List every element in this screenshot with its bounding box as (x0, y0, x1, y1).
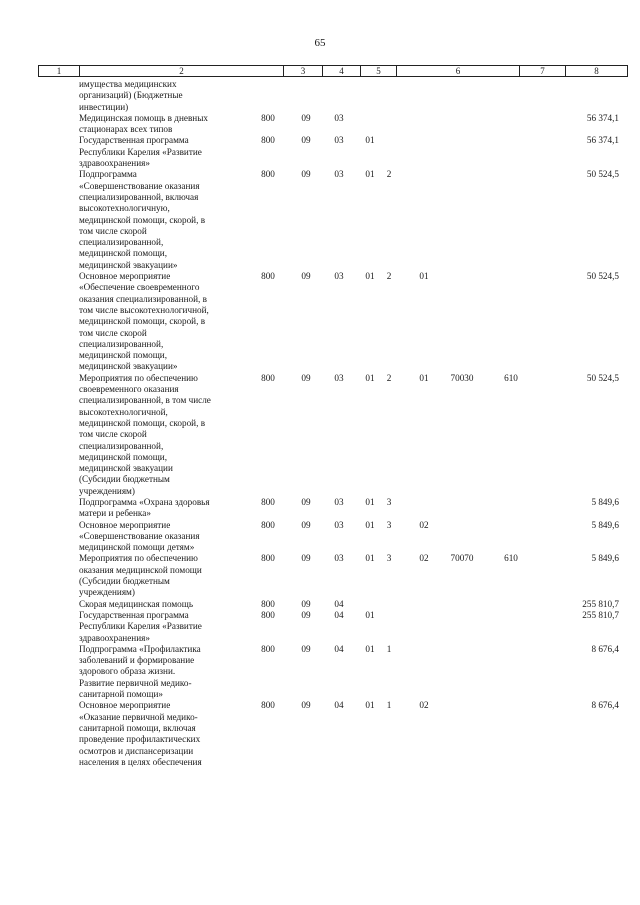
cell-c6b: 2 (386, 169, 392, 180)
row-name: Подпрограмма «Охрана здоровья матери и ребенка» (79, 496, 210, 519)
cell-c8: 56 374,1 (586, 135, 619, 146)
row-name: Медицинская помощь в дневных стационарах всех типов (79, 112, 208, 135)
cell-c8: 5 849,6 (591, 496, 619, 507)
table-row (0, 113, 640, 136)
cell-c6a: 01 (365, 609, 375, 620)
cell-c6a: 01 (365, 519, 375, 530)
cell-c6a: 01 (365, 372, 375, 383)
cell-c4: 09 (301, 135, 311, 146)
cell-c7: 610 (504, 553, 518, 564)
column-header-6: 6 (397, 66, 520, 76)
cell-c5: 03 (334, 271, 344, 282)
cell-c5: 03 (334, 372, 344, 383)
row-name: Основное мероприятие «Оказание первичной медико- санитарной помощи, включая проведение профилактических осмотров и диспансеризации населения в целях обеспечения (79, 700, 202, 767)
cell-c4: 09 (301, 643, 311, 654)
cell-c6a: 01 (365, 553, 375, 564)
column-header-8: 8 (594, 66, 599, 76)
cell-c5: 03 (334, 496, 344, 507)
cell-c6a: 01 (365, 271, 375, 282)
table-row (0, 610, 640, 644)
cell-c5: 04 (334, 643, 344, 654)
cell-c8: 8 676,4 (591, 700, 619, 711)
table-row (0, 700, 640, 768)
row-name: Мероприятия по обеспечению оказания медицинской помощи (Субсидии бюджетным учреждениям) (79, 553, 202, 598)
cell-c5: 03 (334, 112, 344, 123)
cell-c3: 800 (261, 553, 275, 564)
cell-c4: 09 (301, 519, 311, 530)
cell-c3: 800 (261, 372, 275, 383)
column-header-2: 2 (80, 66, 284, 76)
cell-c8: 5 849,6 (591, 519, 619, 530)
table-row (0, 599, 640, 610)
table-row (0, 644, 640, 700)
cell-c3: 800 (261, 598, 275, 609)
table-row (0, 520, 640, 554)
cell-c3: 800 (261, 169, 275, 180)
cell-c7: 610 (504, 372, 518, 383)
row-name: Подпрограмма «Профилактика заболеваний и формирование здорового образа жизни. Развитие первичной медико- санитарной помощи» (79, 643, 201, 700)
row-name: Государственная программа Республики Карелия «Развитие здравоохранения» (79, 135, 202, 169)
row-name: Государственная программа Республики Карелия «Развитие здравоохранения» (79, 609, 202, 643)
cell-c4: 09 (301, 169, 311, 180)
row-name: Основное мероприятие «Обеспечение своевременного оказания специализированной, в том числе высокотехнологичной, медицинской помощи, скорой, в том числе скорой специализированной, медицинской помощи, медицинской эвакуации» (79, 271, 209, 372)
cell-c5: 04 (334, 598, 344, 609)
row-name: Основное мероприятие «Совершенствование оказания медицинской помощи детям» (79, 519, 200, 553)
cell-c6a: 01 (365, 700, 375, 711)
column-header-1: 1 (39, 66, 80, 76)
cell-c6c: 02 (419, 553, 429, 564)
cell-c4: 09 (301, 700, 311, 711)
cell-c8: 5 849,6 (591, 553, 619, 564)
cell-c4: 09 (301, 496, 311, 507)
cell-c6d: 70070 (450, 553, 474, 564)
cell-c3: 800 (261, 271, 275, 282)
cell-c8: 50 524,5 (586, 169, 619, 180)
cell-c8: 255 810,7 (582, 609, 619, 620)
cell-c6a: 01 (365, 135, 375, 146)
cell-c4: 09 (301, 598, 311, 609)
column-header-5: 5 (361, 66, 397, 76)
table-row (0, 271, 640, 373)
page-number: 65 (314, 37, 326, 49)
table-row (0, 553, 640, 598)
cell-c6d: 70030 (450, 372, 474, 383)
cell-c6a: 01 (365, 169, 375, 180)
cell-c3: 800 (261, 609, 275, 620)
cell-c5: 03 (334, 553, 344, 564)
cell-c8: 50 524,5 (586, 271, 619, 282)
table-row (0, 169, 640, 271)
cell-c6b: 2 (386, 271, 392, 282)
cell-c5: 04 (334, 700, 344, 711)
cell-c6b: 1 (386, 643, 392, 654)
cell-c8: 50 524,5 (586, 372, 619, 383)
table-row (0, 373, 640, 497)
cell-c6b: 2 (386, 372, 392, 383)
cell-c6a: 01 (365, 496, 375, 507)
cell-c8: 8 676,4 (591, 643, 619, 654)
cell-c4: 09 (301, 112, 311, 123)
row-name: Мероприятия по обеспечению своевременного оказания специализированной, в том числе высокотехнологичной, медицинской помощи, скорой, в том числе скорой специализированной, медицинской помощи, медицинской эвакуации (Субсидии бюджетным учреждениям) (79, 372, 211, 496)
cell-c5: 03 (334, 135, 344, 146)
cell-c6c: 02 (419, 700, 429, 711)
cell-c5: 04 (334, 609, 344, 620)
column-header-3: 3 (284, 66, 323, 76)
cell-c3: 800 (261, 496, 275, 507)
cell-c6b: 3 (386, 553, 392, 564)
cell-c5: 03 (334, 169, 344, 180)
row-name: имущества медицинских организаций) (Бюджетные инвестиции) (79, 79, 183, 112)
cell-c6c: 02 (419, 519, 429, 530)
cell-c4: 09 (301, 553, 311, 564)
cell-c3: 800 (261, 135, 275, 146)
cell-c8: 56 374,1 (586, 112, 619, 123)
cell-c6a: 01 (365, 643, 375, 654)
cell-c6b: 3 (386, 519, 392, 530)
cell-c3: 800 (261, 700, 275, 711)
table-row (0, 79, 640, 113)
table-header-row (38, 65, 628, 77)
cell-c4: 09 (301, 271, 311, 282)
column-header-4: 4 (323, 66, 361, 76)
cell-c6b: 1 (386, 700, 392, 711)
table-row (0, 135, 640, 169)
cell-c6c: 01 (419, 372, 429, 383)
cell-c6b: 3 (386, 496, 392, 507)
row-name: Подпрограмма «Совершенствование оказания специализированной, включая высокотехнологичную, медицинской помощи, скорой, в том числе скорой специализированной, медицинской помощи, медицинской эвакуации» (79, 169, 206, 270)
cell-c4: 09 (301, 372, 311, 383)
column-header-7: 7 (520, 66, 566, 76)
table-body (0, 79, 640, 768)
cell-c8: 255 810,7 (582, 598, 619, 609)
cell-c3: 800 (261, 643, 275, 654)
row-name: Скорая медицинская помощь (79, 598, 194, 609)
cell-c3: 800 (261, 112, 275, 123)
cell-c3: 800 (261, 519, 275, 530)
cell-c4: 09 (301, 609, 311, 620)
table-row (0, 497, 640, 520)
cell-c5: 03 (334, 519, 344, 530)
cell-c6c: 01 (419, 271, 429, 282)
